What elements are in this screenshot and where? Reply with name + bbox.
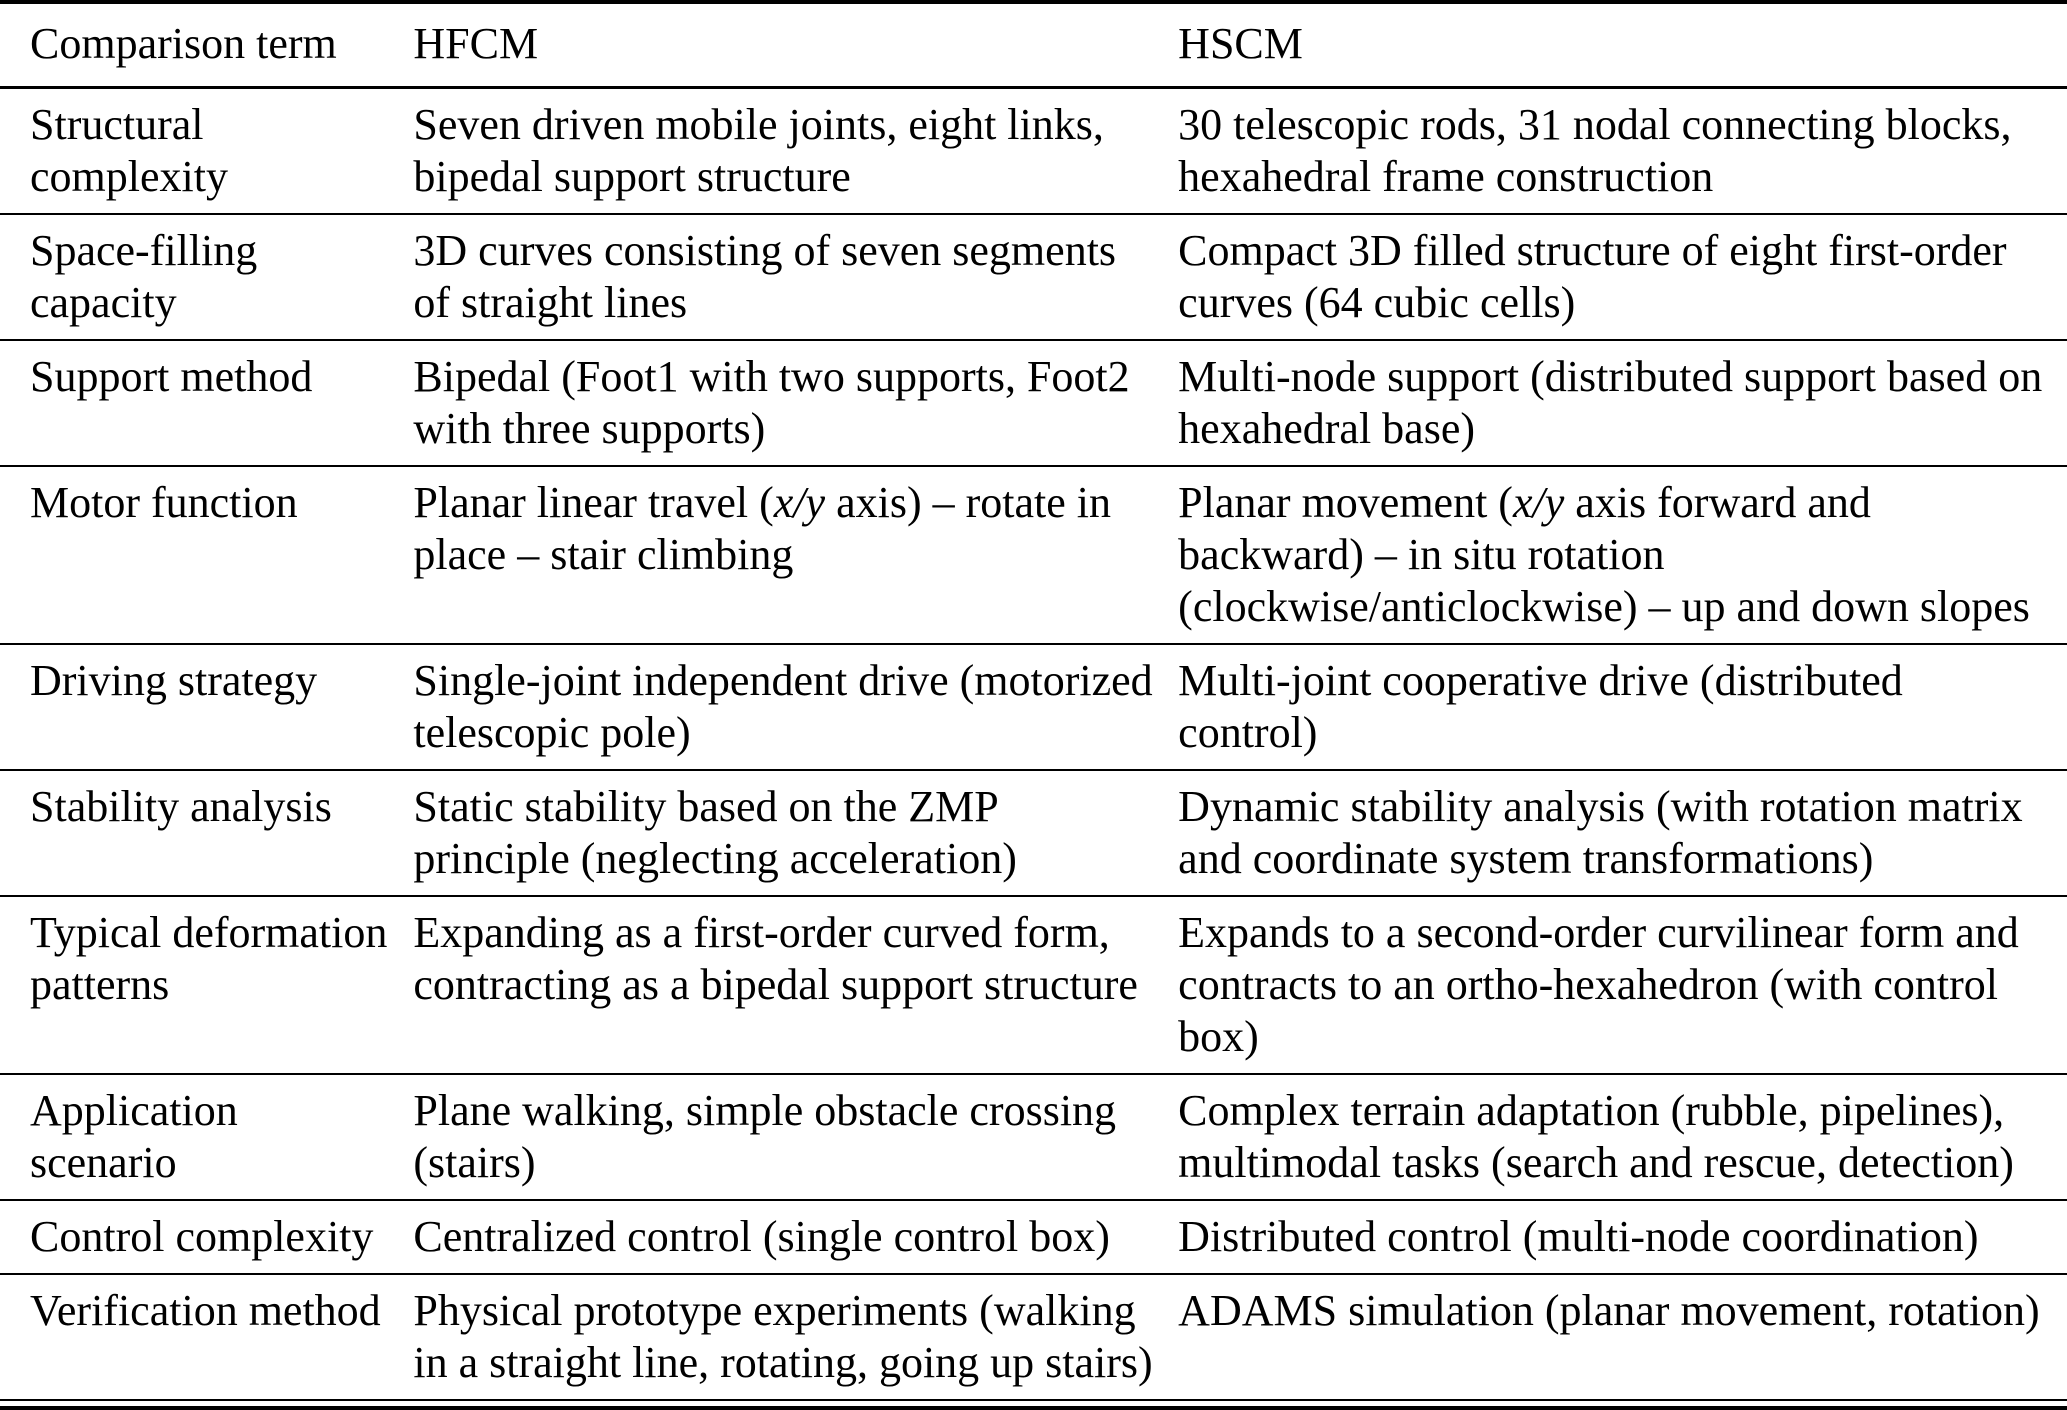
hscm-cell: Compact 3D filled structure of eight first-order curves (64 cubic cells) xyxy=(1178,214,2067,340)
hfcm-cell: Planar linear travel (x/y axis) – rotate in place – stair climbing xyxy=(413,466,1178,644)
hfcm-cell: Single-joint independent drive (motorized telescopic pole) xyxy=(413,644,1178,770)
table-header xyxy=(0,2,2067,88)
table-row-control-complexity xyxy=(0,1200,2067,1274)
term-cell: Typical deformation patterns xyxy=(0,896,413,1074)
hscm-cell: ADAMS simulation (planar movement, rotation) xyxy=(1178,1286,2040,1335)
table-body xyxy=(0,88,2067,1400)
hscm-cell: Dynamic stability analysis (with rotation matrix and coordinate system transformations) xyxy=(1178,770,2067,896)
term-cell: Motor function xyxy=(0,466,413,644)
table-row-typical-deformation-patterns xyxy=(0,896,2067,1074)
hfcm-cell: Expanding as a first-order curved form, contracting as a bipedal support structure xyxy=(413,896,1178,1074)
table-row-structural-complexity xyxy=(0,88,2067,215)
table-row-motor-function xyxy=(0,466,2067,644)
table-row-driving-strategy xyxy=(0,644,2067,770)
table-bottom-rule-thick xyxy=(0,1406,2067,1410)
hscm-cell: Distributed control (multi-node coordination) xyxy=(1178,1200,2067,1274)
hfcm-cell: Bipedal (Foot1 with two supports, Foot2 with three supports) xyxy=(413,340,1178,466)
term-cell: Support method xyxy=(0,340,413,466)
hfcm-cell: Plane walking, simple obstacle crossing (stairs) xyxy=(413,1074,1178,1200)
term-cell: Control complexity xyxy=(0,1200,413,1274)
hscm-cell: 30 telescopic rods, 31 nodal connecting blocks, hexahedral frame construction xyxy=(1178,88,2067,215)
column-header-comparison-term: Comparison term xyxy=(0,2,413,88)
table-row-verification-method xyxy=(0,1274,2067,1399)
term-cell: Verification method xyxy=(30,1286,381,1335)
hscm-cell: Multi-node support (distributed support based on hexahedral base) xyxy=(1178,340,2067,466)
table-row-support-method xyxy=(0,340,2067,466)
hscm-cell: Complex terrain adaptation (rubble, pipelines), multimodal tasks (search and rescue, detection) xyxy=(1178,1074,2067,1200)
table-row-stability-analysis xyxy=(0,770,2067,896)
term-cell: Application scenario xyxy=(0,1074,413,1200)
hfcm-cell: Centralized control (single control box) xyxy=(413,1200,1178,1274)
hscm-cell: Expands to a second-order curvilinear form and contracts to an ortho-hexahedron (with control box) xyxy=(1178,896,2067,1074)
hfcm-cell: 3D curves consisting of seven segments of straight lines xyxy=(413,214,1178,340)
hscm-cell: Multi-joint cooperative drive (distributed control) xyxy=(1178,644,2067,770)
term-cell: Structural complexity xyxy=(0,88,413,215)
column-header-hscm: HSCM xyxy=(1178,2,2067,88)
term-cell: Stability analysis xyxy=(0,770,413,896)
table-row-space-filling-capacity xyxy=(0,214,2067,340)
term-cell: Driving strategy xyxy=(0,644,413,770)
hfcm-cell: Static stability based on the ZMP principle (neglecting acceleration) xyxy=(413,770,1178,896)
header-row xyxy=(0,2,2067,88)
hscm-cell: Planar movement (x/y axis forward and backward) – in situ rotation (clockwise/anticlockwise) – up and down slopes xyxy=(1178,466,2067,644)
table-row-application-scenario xyxy=(0,1074,2067,1200)
hfcm-cell: Physical prototype experiments (walking in a straight line, rotating, going up stairs) xyxy=(413,1286,1153,1387)
hfcm-cell: Seven driven mobile joints, eight links, bipedal support structure xyxy=(413,88,1178,215)
term-cell: Space-filling capacity xyxy=(0,214,413,340)
column-header-hfcm: HFCM xyxy=(413,2,1178,88)
